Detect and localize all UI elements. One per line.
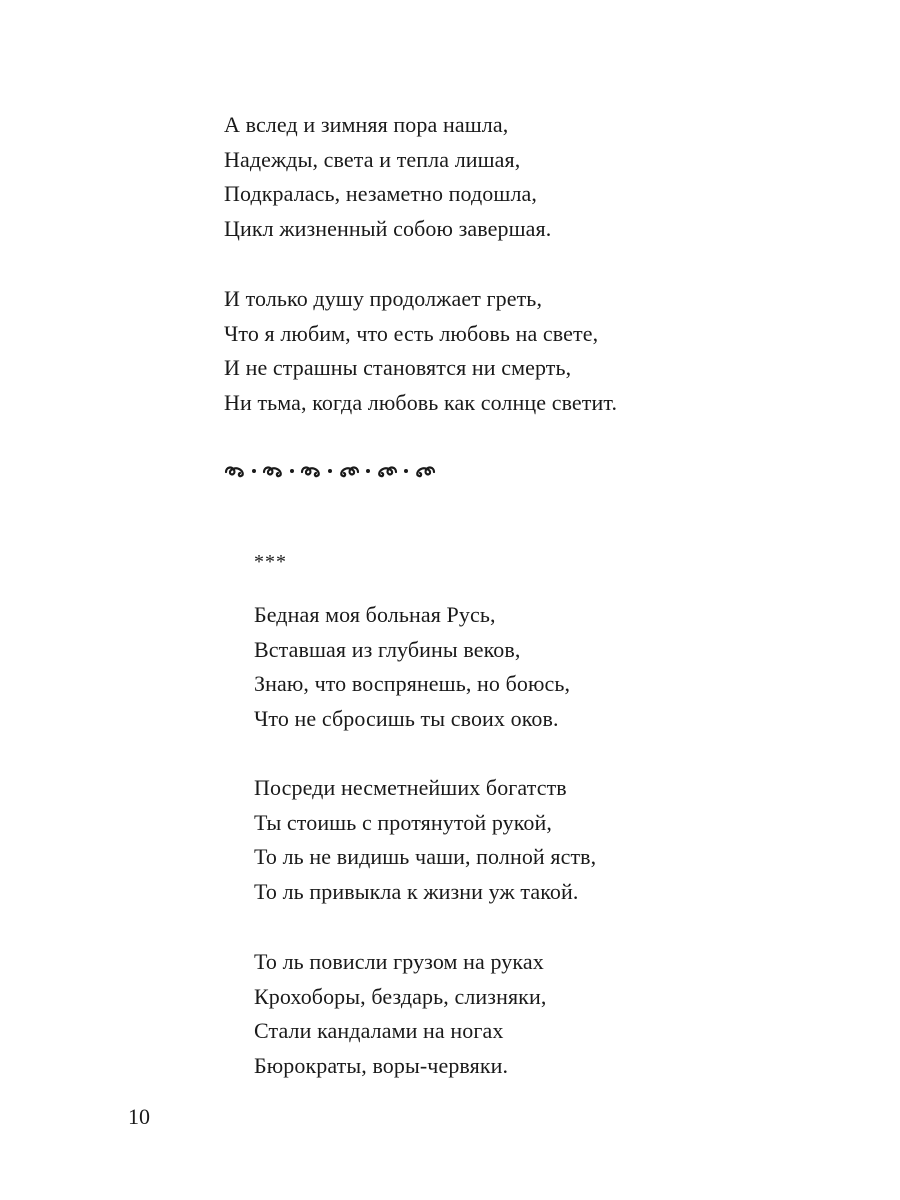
page-number: 10 bbox=[128, 1104, 150, 1129]
verse-line: То ль повисли грузом на руках bbox=[254, 949, 544, 974]
ornament-dot bbox=[404, 469, 408, 473]
verse-line: Стали кандалами на ногах bbox=[254, 1018, 504, 1043]
swash-right-icon bbox=[414, 463, 436, 479]
verse-line: Знаю, что воспрянешь, но боюсь, bbox=[254, 671, 571, 696]
ornament-dot bbox=[328, 469, 332, 473]
poem-1-stanza-2 bbox=[224, 282, 617, 420]
poem-2-stanza-3 bbox=[254, 945, 546, 1083]
swash-left-icon bbox=[262, 463, 284, 479]
verse-line: Бедная моя больная Русь, bbox=[254, 602, 496, 627]
poem-2-stanza-2 bbox=[254, 771, 596, 909]
verse-line: То ль привыкла к жизни уж такой. bbox=[254, 878, 579, 904]
verse-line: Посреди несметнейших богатств bbox=[254, 775, 567, 800]
verse-line: Бюрократы, воры-червяки. bbox=[254, 1052, 509, 1078]
verse-line: Ни тьма, когда любовь как солнце светит. bbox=[224, 389, 618, 415]
verse-line: Подкралась, незаметно подошла, bbox=[224, 181, 537, 206]
ornament-dot bbox=[366, 469, 370, 473]
verse-line: То ль не видишь чаши, полной яств, bbox=[254, 844, 597, 869]
swash-left-icon bbox=[300, 463, 322, 479]
swash-right-icon bbox=[338, 463, 360, 479]
verse-line: Что я любим, что есть любовь на свете, bbox=[224, 320, 599, 346]
verse-line: И не страшны становятся ни смерть, bbox=[224, 355, 572, 380]
swash-left-icon bbox=[224, 463, 246, 479]
verse-line: Крохоборы, бездарь, слизняки, bbox=[254, 983, 547, 1009]
verse-line: Вставшая из глубины веков, bbox=[254, 636, 521, 662]
verse-line: Что не сбросишь ты своих оков. bbox=[254, 705, 559, 731]
verse-line: И только душу продолжает греть, bbox=[224, 286, 543, 311]
ornament-dot bbox=[252, 469, 256, 473]
poem-2-stanza-1 bbox=[254, 598, 570, 736]
swash-right-icon bbox=[376, 463, 398, 479]
poem-title-asterisks: *** bbox=[254, 551, 287, 573]
verse-line: А вслед и зимняя пора нашла, bbox=[224, 112, 509, 137]
ornament-dot bbox=[290, 469, 294, 473]
verse-line: Надежды, света и тепла лишая, bbox=[224, 146, 521, 172]
verse-line: Ты стоишь с протянутой рукой, bbox=[254, 809, 552, 835]
verse-line: Цикл жизненный собою завершая. bbox=[224, 215, 552, 241]
poem-1-stanza-1 bbox=[224, 108, 551, 246]
flourish-divider-icon bbox=[224, 456, 436, 486]
